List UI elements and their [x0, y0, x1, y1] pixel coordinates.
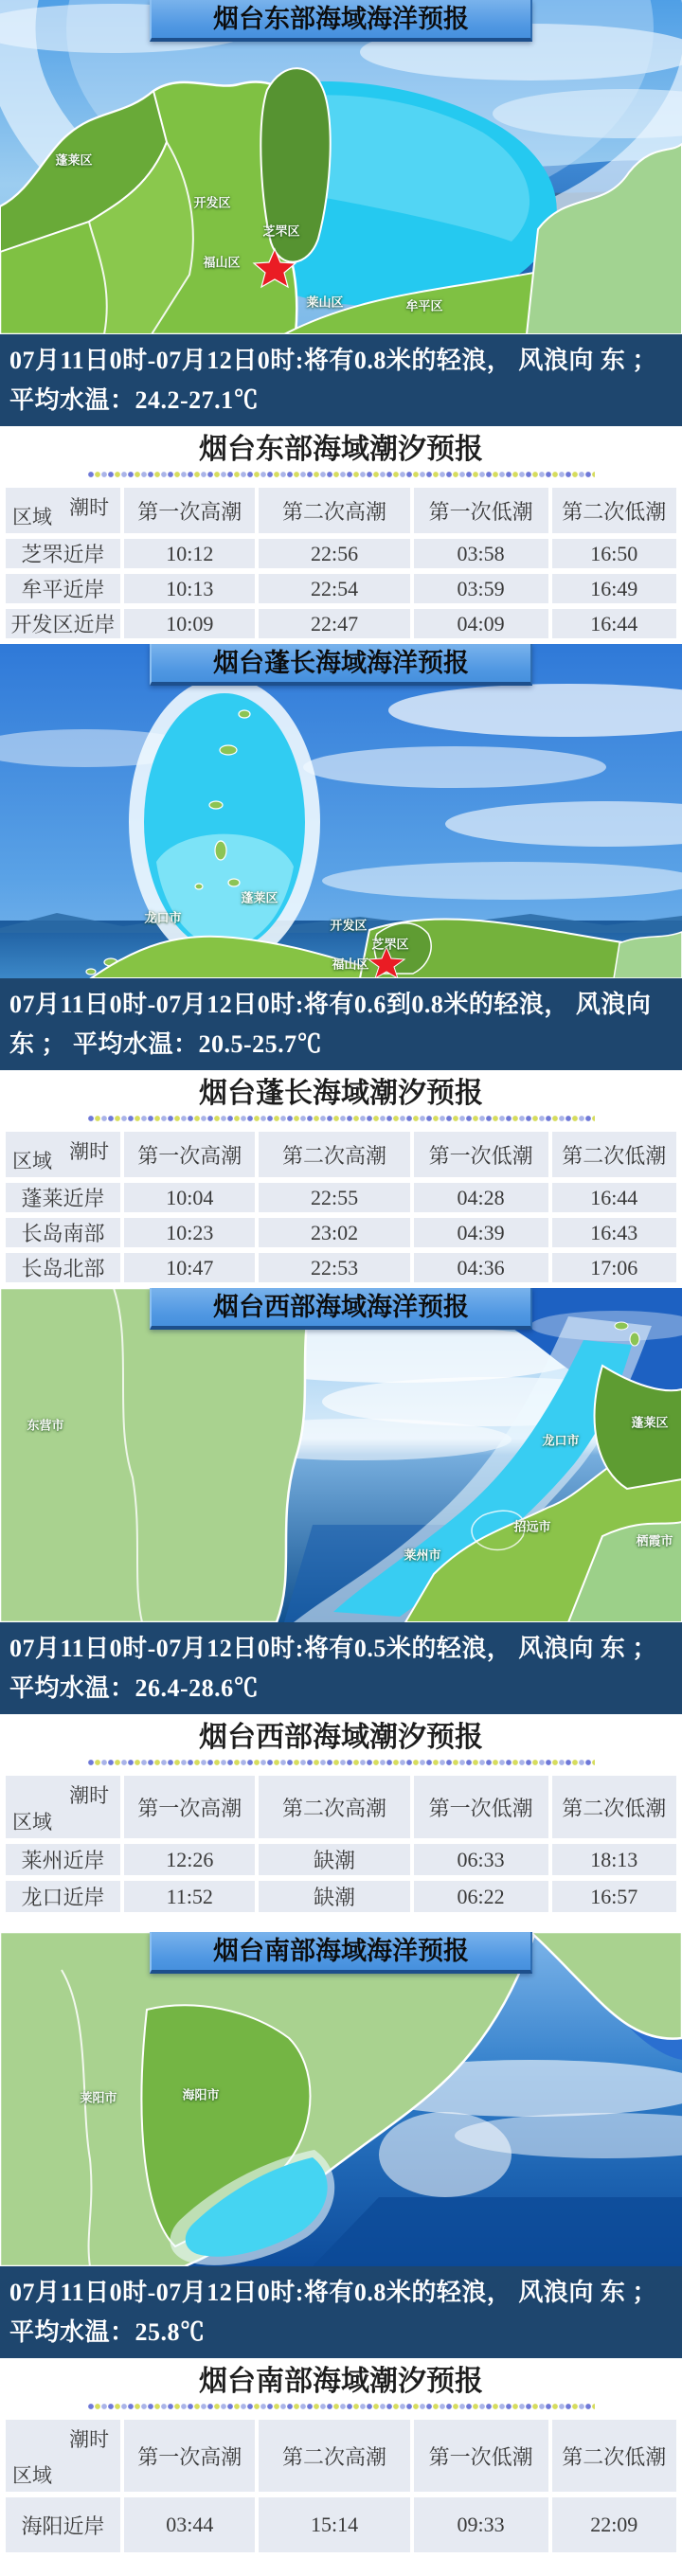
col-header-second-high: 第二次高潮 — [259, 488, 409, 533]
corner-label-tide: 潮时 — [69, 496, 110, 519]
map-region-label: 开发区 — [330, 918, 368, 933]
map-region-label: 福山区 — [332, 957, 369, 972]
tide-time-cell: 16:49 — [552, 574, 677, 603]
col-header-first-high: 第一次高潮 — [124, 488, 255, 533]
tide-forecast-panel — [0, 1070, 682, 1288]
marine-forecast-title: 烟台南部海域海洋预报 — [150, 1932, 532, 1974]
map-region-label: 招远市 — [513, 1519, 551, 1534]
area-name-cell: 长岛北部 — [6, 1253, 120, 1282]
map-south — [0, 1932, 682, 2266]
dotted-divider — [87, 1115, 595, 1122]
map-region-label: 蓬莱区 — [241, 890, 278, 905]
table-header-row — [6, 2420, 676, 2492]
map-pengchang — [0, 644, 682, 978]
tide-time-cell: 11:52 — [124, 1881, 255, 1912]
tide-time-cell: 16:43 — [552, 1218, 677, 1247]
marine-forecast-title: 烟台西部海域海洋预报 — [150, 1288, 532, 1330]
map-region-label: 栖霞市 — [636, 1533, 673, 1548]
tide-time-cell: 04:39 — [414, 1218, 548, 1247]
col-header-second-low: 第二次低潮 — [552, 1776, 677, 1838]
table-row — [6, 2497, 676, 2552]
col-header-second-high: 第二次高潮 — [259, 2420, 409, 2492]
tide-time-cell: 缺潮 — [259, 1881, 409, 1912]
tide-time-cell: 06:33 — [414, 1844, 548, 1875]
section-south — [0, 1932, 682, 2576]
map-region-label: 莱阳市 — [80, 2090, 117, 2105]
map-region-label: 莱州市 — [404, 1547, 441, 1563]
map-region-label: 龙口市 — [144, 910, 182, 925]
map-region-label: 福山区 — [203, 255, 241, 270]
table-header-row — [6, 488, 676, 533]
tide-time-cell: 16:44 — [552, 1183, 677, 1212]
map-west-graphic — [0, 1288, 682, 1622]
tide-time-cell: 22:54 — [259, 574, 409, 603]
tide-title: 烟台西部海域潮汐预报 — [199, 1722, 483, 1753]
table-row — [6, 574, 676, 603]
tide-time-cell: 17:06 — [552, 1253, 677, 1282]
col-header-first-high: 第一次高潮 — [124, 2420, 255, 2492]
tide-time-cell: 10:09 — [124, 609, 255, 638]
dotted-divider — [87, 1759, 595, 1766]
tide-time-cell: 10:12 — [124, 539, 255, 568]
map-region-label: 开发区 — [193, 195, 231, 210]
table-header-row — [6, 1132, 676, 1177]
corner-header-cell — [6, 1132, 120, 1177]
tide-time-cell: 16:57 — [552, 1881, 677, 1912]
forecast-text: 07月11日0时-07月12日0时:将有0.5米的轻浪， 风浪向 东 ； 平均水温：26.4-28.6℃ — [0, 1622, 682, 1714]
forecast-text: 07月11日0时-07月12日0时:将有0.8米的轻浪， 风浪向 东 ； 平均水温：25.8℃ — [0, 2266, 682, 2358]
col-header-second-high: 第二次高潮 — [259, 1776, 409, 1838]
tide-time-cell: 16:50 — [552, 539, 677, 568]
tide-time-cell: 04:09 — [414, 609, 548, 638]
tide-forecast-panel — [0, 426, 682, 644]
table-row — [6, 1844, 676, 1875]
map-west — [0, 1288, 682, 1622]
table-row — [6, 1183, 676, 1212]
tide-time-cell: 04:28 — [414, 1183, 548, 1212]
tide-time-cell: 15:14 — [259, 2497, 409, 2552]
tide-title: 烟台东部海域潮汐预报 — [199, 434, 483, 465]
tide-time-cell: 10:23 — [124, 1218, 255, 1247]
table-row — [6, 609, 676, 638]
corner-label-tide: 潮时 — [69, 1784, 110, 1807]
tide-table — [2, 1770, 680, 1918]
corner-header-cell — [6, 488, 120, 533]
tide-time-cell: 03:59 — [414, 574, 548, 603]
tide-title: 烟台蓬长海域潮汐预报 — [199, 1078, 483, 1109]
tide-time-cell: 09:33 — [414, 2497, 548, 2552]
map-east — [0, 0, 682, 334]
area-name-cell: 莱州近岸 — [6, 1844, 120, 1875]
map-east-graphic — [0, 0, 682, 334]
table-row — [6, 1218, 676, 1247]
area-name-cell: 龙口近岸 — [6, 1881, 120, 1912]
tide-time-cell: 22:53 — [259, 1253, 409, 1282]
area-name-cell: 开发区近岸 — [6, 609, 120, 638]
area-name-cell: 蓬莱近岸 — [6, 1183, 120, 1212]
tide-time-cell: 10:47 — [124, 1253, 255, 1282]
map-region-label: 芝罘区 — [262, 224, 300, 239]
tide-time-cell: 22:09 — [552, 2497, 677, 2552]
table-row — [6, 1881, 676, 1912]
map-region-label: 海阳市 — [182, 2087, 220, 2102]
table-row — [6, 1253, 676, 1282]
area-name-cell: 芝罘近岸 — [6, 539, 120, 568]
col-header-first-low: 第一次低潮 — [414, 1776, 548, 1838]
section-east — [0, 0, 682, 644]
tide-time-cell: 10:04 — [124, 1183, 255, 1212]
area-name-cell: 牟平近岸 — [6, 574, 120, 603]
tide-time-cell: 缺潮 — [259, 1844, 409, 1875]
corner-label-area: 区域 — [12, 506, 52, 528]
col-header-first-low: 第一次低潮 — [414, 2420, 548, 2492]
tide-time-cell: 10:13 — [124, 574, 255, 603]
col-header-second-low: 第二次低潮 — [552, 488, 677, 533]
map-region-label: 蓬莱区 — [631, 1415, 669, 1430]
section-west — [0, 1288, 682, 1932]
forecast-text: 07月11日0时-07月12日0时:将有0.6到0.8米的轻浪， 风浪向 东 ； 平均水温：20.5-25.7℃ — [0, 978, 682, 1070]
tide-table — [2, 1126, 680, 1288]
marine-forecast-title: 烟台东部海域海洋预报 — [150, 0, 532, 42]
corner-header-cell — [6, 2420, 120, 2492]
col-header-second-high: 第二次高潮 — [259, 1132, 409, 1177]
corner-label-area: 区域 — [12, 1811, 52, 1834]
tide-time-cell: 22:55 — [259, 1183, 409, 1212]
tide-time-cell: 16:44 — [552, 609, 677, 638]
tide-time-cell: 03:44 — [124, 2497, 255, 2552]
forecast-text: 07月11日0时-07月12日0时:将有0.8米的轻浪， 风浪向 东 ； 平均水温：24.2-27.1℃ — [0, 334, 682, 426]
tide-time-cell: 22:56 — [259, 539, 409, 568]
dotted-divider — [87, 471, 595, 478]
col-header-second-low: 第二次低潮 — [552, 1132, 677, 1177]
map-region-label: 龙口市 — [542, 1433, 580, 1448]
tide-time-cell: 04:36 — [414, 1253, 548, 1282]
tide-time-cell: 18:13 — [552, 1844, 677, 1875]
col-header-first-low: 第一次低潮 — [414, 488, 548, 533]
corner-label-area: 区域 — [12, 2464, 52, 2487]
tide-title: 烟台南部海域潮汐预报 — [199, 2366, 483, 2397]
section-pengchang — [0, 644, 682, 1288]
col-header-second-low: 第二次低潮 — [552, 2420, 677, 2492]
area-name-cell: 长岛南部 — [6, 1218, 120, 1247]
tide-time-cell: 12:26 — [124, 1844, 255, 1875]
dotted-divider — [87, 2403, 595, 2410]
map-region-label: 牟平区 — [405, 298, 443, 313]
corner-label-tide: 潮时 — [69, 1140, 110, 1163]
marine-forecast-title: 烟台蓬长海域海洋预报 — [150, 644, 532, 686]
table-header-row — [6, 1776, 676, 1838]
map-region-label: 蓬莱区 — [55, 152, 93, 168]
area-name-cell: 海阳近岸 — [6, 2497, 120, 2552]
tide-time-cell: 03:58 — [414, 539, 548, 568]
corner-label-area: 区域 — [12, 1150, 52, 1172]
map-region-label: 东营市 — [27, 1418, 64, 1433]
table-row — [6, 539, 676, 568]
map-region-label: 莱山区 — [306, 295, 344, 310]
tide-table — [2, 482, 680, 644]
tide-time-cell: 22:47 — [259, 609, 409, 638]
corner-label-tide: 潮时 — [69, 2428, 110, 2451]
tide-table — [2, 2414, 680, 2558]
tide-time-cell: 06:22 — [414, 1881, 548, 1912]
tide-forecast-panel — [0, 2358, 682, 2576]
tide-forecast-panel — [0, 1714, 682, 1932]
tide-time-cell: 23:02 — [259, 1218, 409, 1247]
col-header-first-high: 第一次高潮 — [124, 1132, 255, 1177]
corner-header-cell — [6, 1776, 120, 1838]
col-header-first-low: 第一次低潮 — [414, 1132, 548, 1177]
map-region-label: 芝罘区 — [371, 937, 409, 952]
col-header-first-high: 第一次高潮 — [124, 1776, 255, 1838]
